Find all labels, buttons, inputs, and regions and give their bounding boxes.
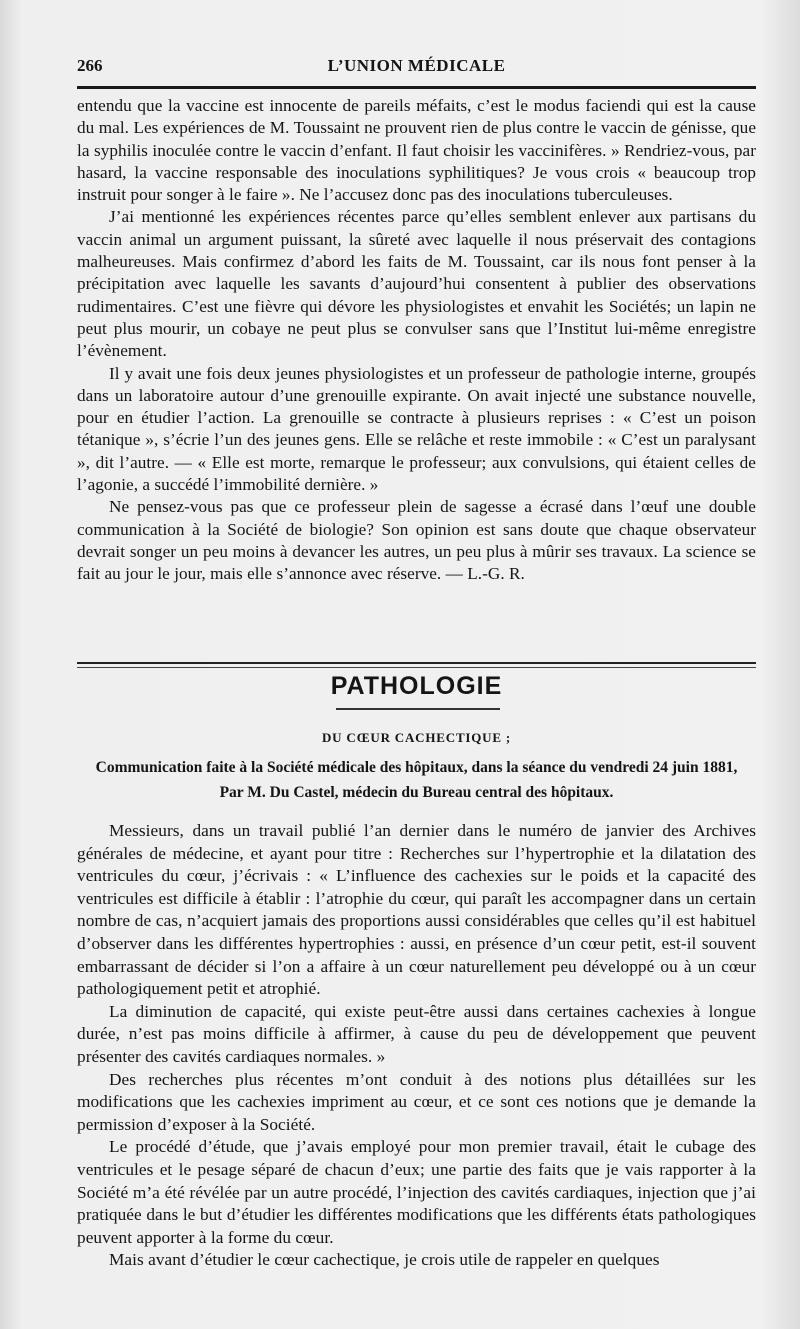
- running-header: [77, 52, 756, 80]
- section-divider: [77, 662, 756, 664]
- paragraph: La diminution de capacité, qui existe peut-être aussi dans certaines cachexies à longue durée, n’est pas moins difficile à affirmer, à cause du peu de développement que peuvent présenter des cavités cardiaques normales. »: [77, 1001, 756, 1066]
- paragraph: Le procédé d’étude, que j’avais employé pour mon premier travail, était le cubage des ventricules et le pesage séparé de chacun d’eux; une partie des faits que je vais rapporter à la Société m’a été révélée par un autre procédé, l’injection des cavités cardiaques, injection que j’ai pratiquée dans le but d’étudier les différentes modifications que les différents états pathologiques peuvent apporter à la forme du cœur.: [77, 1137, 756, 1247]
- paragraph: entendu que la vaccine est innocente de pareils méfaits, c’est le modus faciendi qui est la cause du mal. Les expériences de M. Toussaint ne prouvent rien de plus contre le vaccin de génisse, que la syphilis inoculée contre le vaccin d’enfant. Il faut choisir les vaccinifères. » Rendriez-vous, par hasard, la vaccine responsable des inoculations syphilitiques? Je vous crois « beaucoup trop instruit pour songer à le faire ». Ne l’accusez donc pas des inoculations tuberculeuses.: [77, 96, 756, 205]
- section-title-underline: [336, 708, 500, 710]
- section-title: PATHOLOGIE: [330, 672, 503, 700]
- article-subtitle: Communication faite à la Société médicale des hôpitaux, dans la séance du vendredi 24 juin 1881,: [95, 759, 738, 776]
- section-divider-thin: [77, 667, 756, 668]
- article-column: [77, 820, 756, 1272]
- paragraph: Mais avant d’étudier le cœur cachectique, je crois utile de rappeler en quelques: [109, 1250, 660, 1270]
- journal-title: L’UNION MÉDICALE: [327, 56, 506, 75]
- paragraph: Il y avait une fois deux jeunes physiologistes et un professeur de pathologie interne, groupés dans un laboratoire autour d’une grenouille expirante. On avait injecté une substance nouvelle, pour en étudier l’action. La grenouille se contracte à plusieurs reprises : « C’est un poison tétanique », s’écrie l’un des jeunes gens. Elle se relâche et reste immobile : « C’est un paralysant », dit l’autre. — « Elle est morte, remarque le professeur; aux convulsions, qui étaient celles de l’agonie, a succédé l’immobilité dernière. »: [77, 363, 756, 495]
- header-rule: [77, 86, 756, 89]
- article-author: Par M. Du Castel, médecin du Bureau central des hôpitaux.: [219, 784, 614, 801]
- article-title: DU CŒUR CACHECTIQUE ;: [321, 730, 512, 745]
- paragraph: Ne pensez-vous pas que ce professeur plein de sagesse a écrasé dans l’œuf une double communication à la Société de biologie? Son opinion est sans doute que chaque observateur devrait songer un peu moins à devancer les autres, un peu plus à mûrir ses travaux. La science se fait au jour le jour, mais elle s’annonce avec réserve. — L.-G. R.: [77, 497, 756, 584]
- paragraph: Messieurs, dans un travail publié l’an dernier dans le numéro de janvier des Archives générales de médecine, et ayant pour titre : Recherches sur l’hypertrophie et la dilatation des ventricules du cœur, j’écrivais : « L’influence des cachexies sur le poids et la capacité des ventricules est difficile à établir : l’atrophie du cœur, qui paraît les accompagner dans un certain nombre de cas, n’acquiert jamais des proportions aussi considérables que celles qu’il est habituel d’observer dans les différentes hypertrophies : aussi, en présence d’un cœur petit, est-il souvent embarrassant de décider si l’on a affaire à un cœur naturellement peu développé ou à un cœur pathologiquement petit et atrophié.: [77, 821, 756, 999]
- top-column: [77, 95, 756, 586]
- paragraph: Des recherches plus récentes m’ont conduit à des notions plus détaillées sur les modifications que les cachexies impriment au cœur, et ce sont ces notions que je demande la permission d’exposer à la Société.: [77, 1069, 756, 1134]
- paragraph: J’ai mentionné les expériences récentes parce qu’elles semblent enlever aux partisans du vaccin animal un argument puissant, la sûreté avec laquelle il nous préservait des contagions malheureuses. Mais confirmez d’abord les faits de M. Toussaint, car ils nous font penser à la précipitation avec laquelle les savants d’aujourd’hui consentent à publier des observations rudimentaires. C’est une fièvre qui dévore les physiologistes et envahit les Sociétés; un lapin ne peut plus mourir, un cobaye ne peut plus se convulser sans que l’Institut lui-même enregistre l’évènement.: [77, 207, 756, 361]
- page-number: 266: [77, 56, 103, 75]
